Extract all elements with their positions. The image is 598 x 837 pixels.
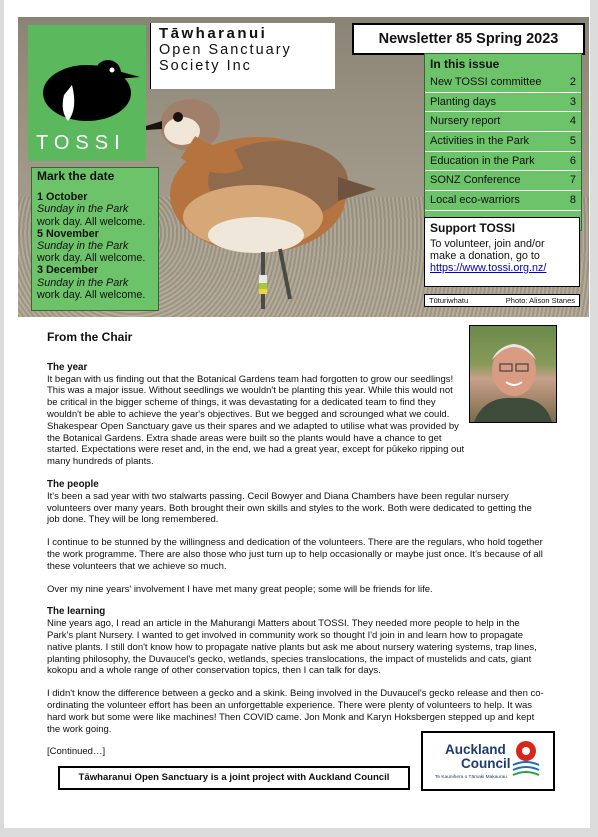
tossi-logo — [28, 25, 146, 161]
article-paragraph: Over my nine years' involvement I have met many great people; some will be friends for life. — [47, 583, 433, 595]
article-paragraph: It began with us finding out that the Botanical Gardens team had forgotten to grow our seedlings! This was a major issue. Without seedlings we wouldn't be planting this year. While this would not be critical in the bigger scheme of things, it was devastating for a dedicated team to find they wouldn't be able to achieve the year's objectives. But we begged and scrounged what we could. Shakespear Open Sanctuary gave us their spares and we adapted to utilise what was provided by the Botanical Gardens. Extra shade areas were built so the plants would have a chance to get started. Expectations were reset and, in the end, we had a great year, except for pūkeko ripping out many hundreds of plants. — [47, 373, 465, 468]
issue-item[interactable] — [425, 191, 581, 211]
issue-item-page: 4 — [569, 115, 576, 128]
event-place: Sunday in the Park — [37, 203, 129, 216]
society-title-line-3: Society Inc — [159, 58, 252, 74]
issue-item-label: New TOSSI committee — [430, 76, 542, 88]
article — [47, 332, 545, 769]
logo-text: TOSSI — [36, 132, 126, 154]
article-paragraph: It's been a sad year with two stalwarts passing. Cecil Bowyer and Diana Chambers have been regular nursery volunteers over many years. Both brought their own skills and styles to the work. Both were dedicated to getting the job done. They will be long remembered. — [47, 490, 532, 526]
bird-logo-icon — [32, 59, 142, 129]
auckland-council-logo — [421, 731, 555, 791]
section-heading: The year — [47, 361, 88, 373]
article-paragraph: I continue to be stunned by the willingness and dedication of the volunteers. There are the regulars, who hold together the work programme. There are also those who just turn up to help occasionally or maybe just once. It's because of all these volunteers that we achieve so much. — [47, 537, 543, 572]
mark-the-date-title: Mark the date — [37, 169, 115, 183]
article-paragraph: Nine years ago, I read an article in the Mahurangi Matters about TOSSI. They needed more people to help in the Park's plant Nursery. I wanted to get involved in community work so thought I'd join in and learn how to propagate native plants. I still don't know how to propagate native plants but ask me about nursery watering systems, trap lines, planting philosophy, the Duvaucel's gecko, wetlands, species translocations, the impact of mustelids and cats, giant kokopu and a whole range of other conservation topics, then I can talk for days. — [47, 618, 537, 677]
issue-item[interactable] — [425, 132, 581, 152]
council-maori-name: Te Kaunihera o Tāmaki Makaurau — [435, 775, 507, 780]
event-place: Sunday in the Park — [37, 276, 129, 289]
caption-credit: Photo: Alison Stanes — [505, 296, 575, 305]
issue-item-label: Local eco-warriors — [430, 194, 520, 207]
support-text: To volunteer, join and/or make a donation, go to — [430, 238, 545, 262]
event-date: 5 November — [37, 227, 99, 240]
issue-item[interactable] — [425, 171, 581, 191]
issue-item-page: 3 — [569, 95, 576, 108]
issue-item-label: Nursery report — [430, 115, 501, 128]
issue-item-page: 7 — [569, 174, 576, 187]
issue-item[interactable] — [425, 152, 581, 172]
in-this-issue-title: In this issue — [430, 57, 500, 71]
society-title-line-1: Tāwharanui — [159, 25, 268, 42]
newsletter-page — [4, 0, 590, 828]
event-date: 1 October — [37, 191, 88, 204]
section-heading: The learning — [47, 606, 106, 618]
issue-item-page: 8 — [569, 194, 576, 207]
council-name-line-2: Council — [461, 756, 511, 771]
support-link[interactable]: https://www.tossi.org.nz/ — [430, 262, 547, 274]
issue-item-page: 5 — [569, 135, 576, 148]
pohutukawa-flower-icon — [511, 739, 541, 779]
event-description: work day. All welcome. — [37, 252, 146, 265]
photo-caption — [424, 294, 580, 307]
issue-item-label: Education in the Park — [430, 154, 535, 167]
dotterel-bird-image — [128, 77, 378, 317]
in-this-issue-box — [424, 53, 582, 231]
issue-item-page: 6 — [569, 154, 576, 167]
newsletter-title: Newsletter 85 Spring 2023 — [352, 23, 585, 55]
society-title — [150, 23, 335, 89]
society-title-line-2: Open Sanctuary — [159, 42, 292, 58]
event-place: Sunday in the Park — [37, 240, 129, 253]
issue-item-label: SONZ Conference — [430, 174, 521, 187]
support-title: Support TOSSI — [430, 221, 516, 235]
header-photo — [18, 17, 589, 317]
event-description: work day. All welcome. — [37, 215, 146, 228]
section-heading: The people — [47, 478, 99, 490]
issue-item[interactable] — [425, 112, 581, 132]
caption-bird-name: Tūturiwhatu — [429, 296, 469, 305]
joint-project-banner: Tāwharanui Open Sanctuary is a joint project with Auckland Council — [58, 766, 410, 790]
issue-item-label: Activities in the Park — [430, 135, 530, 148]
event-date: 3 December — [37, 264, 99, 277]
event-description: work day. All welcome. — [37, 288, 146, 301]
council-name-line-1: Auckland — [445, 742, 506, 757]
support-box — [424, 217, 580, 287]
continued-label: [Continued…] — [47, 746, 106, 758]
issue-item[interactable] — [425, 73, 581, 93]
issue-item[interactable] — [425, 93, 581, 113]
mark-the-date-box — [31, 167, 159, 311]
issue-item-page: 2 — [569, 76, 576, 88]
article-title: From the Chair — [47, 330, 133, 344]
issue-item-label: Planting days — [430, 95, 497, 108]
article-paragraph: I didn't know the difference between a gecko and a skink. Being involved in the Duvaucel's gecko release and then co-ordinating the volunteer effort has been an unforgettable experience. There were plenty of volunteers to help. It was hard work but some were like machines! Then COVID came. Jon Monk and Karyn Hoksbergen stepped up and kept the work going. — [47, 688, 544, 735]
